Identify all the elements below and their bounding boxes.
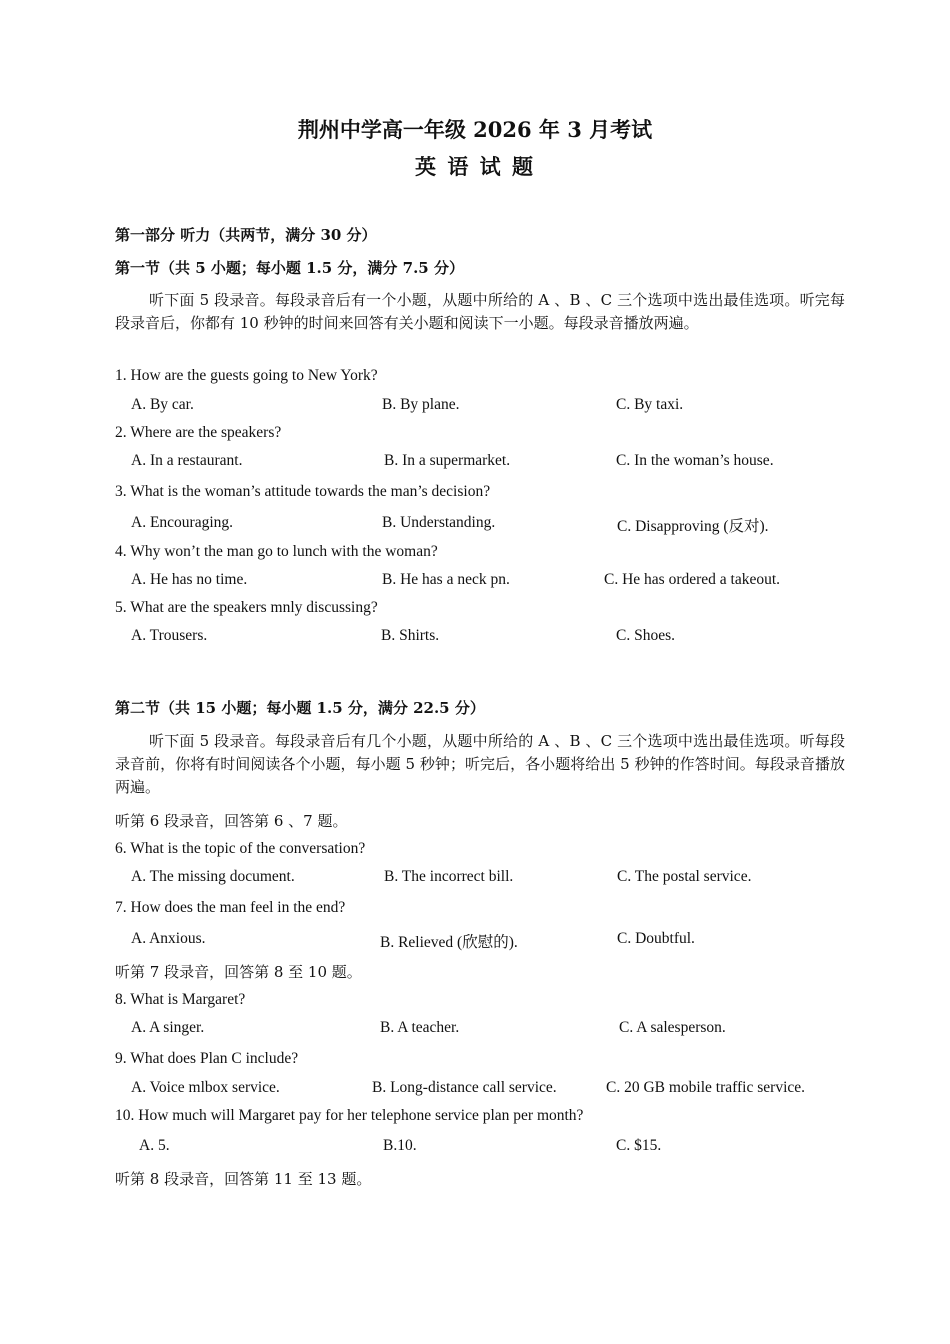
question-8-stem: 8. What is Margaret? (115, 991, 246, 1008)
question-10-option-c: C. $15. (616, 1137, 662, 1154)
question-2-option-a: A. In a restaurant. (131, 452, 243, 469)
part1-heading: 第一部分 听力（共两节，满分 30 分） (115, 226, 377, 244)
recording-7-note: 听第 7 段录音，回答第 8 至 10 题。 (115, 963, 362, 981)
question-3-option-a: A. Encouraging. (131, 514, 234, 531)
question-10-option-b: B.10. (383, 1137, 417, 1154)
question-3-option-b: B. Understanding. (382, 514, 496, 531)
question-8-option-c: C. A salesperson. (619, 1019, 726, 1036)
question-5-option-c: C. Shoes. (616, 627, 675, 644)
question-9-stem: 9. What does Plan C include? (115, 1050, 299, 1067)
question-1-option-c: C. By taxi. (616, 396, 684, 413)
question-5-option-a: A. Trousers. (131, 627, 208, 644)
question-2-option-c: C. In the woman’s house. (616, 452, 774, 469)
question-5-option-b: B. Shirts. (381, 627, 440, 644)
question-2-option-b: B. In a supermarket. (384, 452, 511, 469)
section2-instructions: 听下面 5 段录音。每段录音后有几个小题，从题中所给的 A 、B 、C 三个选项中选出最佳选项。听每段录音前，你将有时间阅读各个小题，每小题 5 秒钟；听完后，各小题将给出 5 秒钟的作答时间。每段录音播放两遍。 (115, 732, 845, 796)
question-6-option-b: B. The incorrect bill. (384, 868, 514, 885)
question-6-stem: 6. What is the topic of the conversation? (115, 840, 366, 857)
question-4-option-c: C. He has ordered a takeout. (604, 571, 781, 588)
question-10-stem: 10. How much will Margaret pay for her telephone service plan per month? (115, 1107, 584, 1124)
recording-8-note: 听第 8 段录音，回答第 11 至 13 题。 (115, 1170, 372, 1188)
question-8-option-a: A. A singer. (131, 1019, 205, 1036)
question-2-stem: 2. Where are the speakers? (115, 424, 282, 441)
question-6-option-c: C. The postal service. (617, 868, 752, 885)
question-1-stem: 1. How are the guests going to New York? (115, 367, 378, 384)
question-7-option-b: B. Relieved (欣慰的). (380, 934, 518, 951)
question-1-option-a: A. By car. (131, 396, 194, 413)
section1-heading: 第一节（共 5 小题；每小题 1.5 分，满分 7.5 分） (115, 259, 464, 277)
question-1-option-b: B. By plane. (382, 396, 460, 413)
question-4-option-a: A. He has no time. (131, 571, 248, 588)
question-9-option-c: C. 20 GB mobile traffic service. (606, 1079, 806, 1096)
question-9-option-a: A. Voice mlbox service. (131, 1079, 280, 1096)
section1-instructions: 听下面 5 段录音。每段录音后有一个小题，从题中所给的 A 、B 、C 三个选项中选出最佳选项。听完每段录音后，你都有 10 秒钟的时间来回答有关小题和阅读下一小题。每段录音播放两遍。 (115, 291, 845, 332)
question-8-option-b: B. A teacher. (380, 1019, 460, 1036)
question-10-option-a: A. 5. (139, 1137, 170, 1154)
question-6-option-a: A. The missing document. (131, 868, 295, 885)
exam-title: 荆州中学高一年级 2026 年 3 月考试 (297, 117, 653, 142)
question-9-option-b: B. Long-distance call service. (372, 1079, 557, 1096)
recording-6-note: 听第 6 段录音，回答第 6 、7 题。 (115, 812, 348, 830)
question-7-option-a: A. Anxious. (131, 930, 206, 947)
question-4-option-b: B. He has a neck pn. (382, 571, 510, 588)
question-3-stem: 3. What is the woman’s attitude towards the man’s decision? (115, 483, 491, 500)
question-7-option-c: C. Doubtful. (617, 930, 695, 947)
question-3-option-c: C. Disapproving (反对). (617, 518, 769, 535)
question-5-stem: 5. What are the speakers mnly discussing? (115, 599, 378, 616)
question-7-stem: 7. How does the man feel in the end? (115, 899, 346, 916)
section2-heading: 第二节（共 15 小题；每小题 1.5 分，满分 22.5 分） (115, 699, 485, 717)
question-4-stem: 4. Why won’t the man go to lunch with the woman? (115, 543, 438, 560)
subject-title: 英 语 试 题 (415, 154, 535, 179)
